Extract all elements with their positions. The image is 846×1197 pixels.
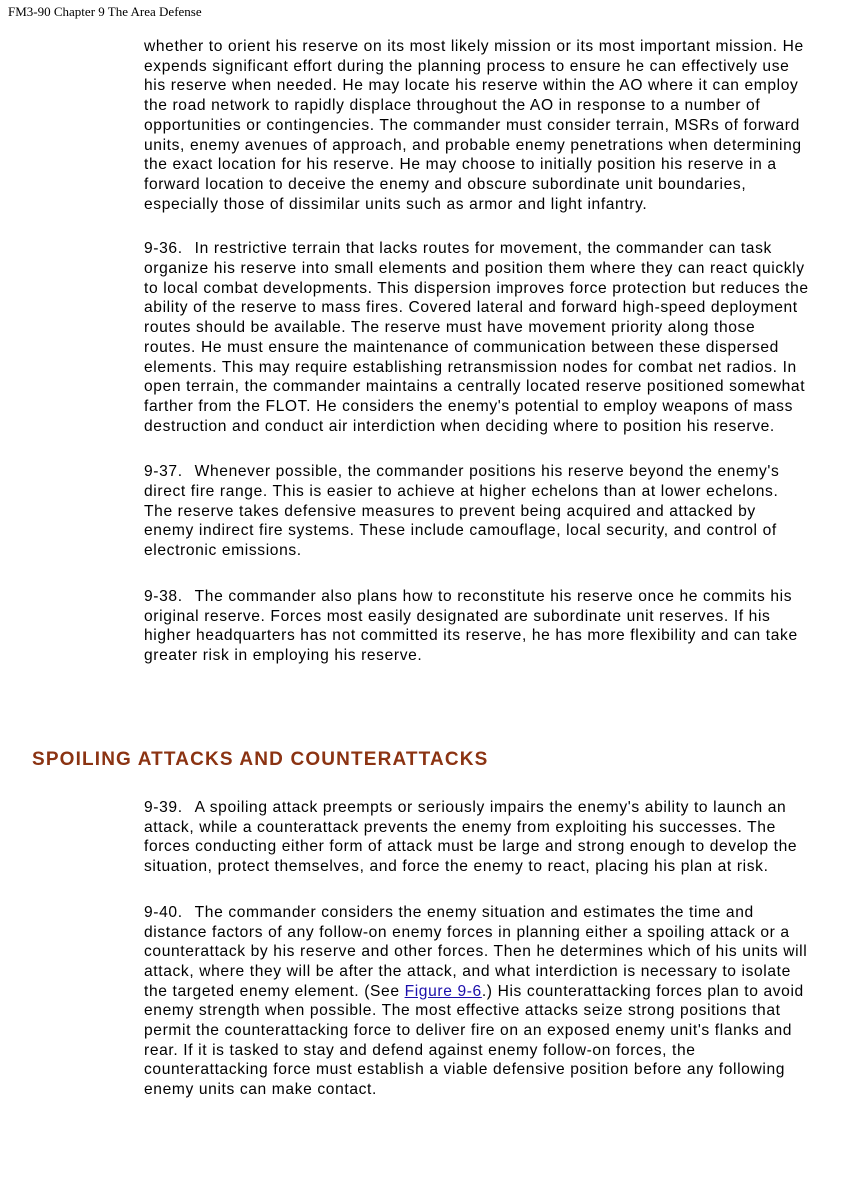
paragraph-number: 9-37. — [144, 463, 183, 481]
document-body-upper — [144, 37, 810, 692]
figure-9-6-link[interactable]: Figure 9-6 — [404, 982, 482, 1000]
paragraph-9-39 — [144, 798, 810, 877]
paragraph-9-40 — [144, 903, 810, 1100]
paragraph-9-38 — [144, 587, 810, 666]
paragraph-text: In restrictive terrain that lacks routes for movement, the commander can task organize his reserve into small elements and position them where they can react quickly to local combat developments. This dispersion improves force protection but reduces the ability of the reserve to mass fires. Covered lateral and forward high-speed deployment routes should be available. The reserve must have movement priority along those routes. He must ensure the maintenance of communication between these dispersed elements. This may require establishing retransmission nodes for combat net radios. In open terrain, the commander maintains a centrally located reserve positioned somewhat farther from the FLOT. He considers the enemy's potential to employ weapons of mass destruction and conduct air interdiction when deciding where to position his reserve. — [144, 240, 809, 435]
paragraph-text-before-link: The commander considers the enemy situation and estimates the time and distance factors of any follow-on enemy forces in planning either a spoiling attack or a counterattack by his reserve and other forces. Then he determines which of his units will attack, where they will be after the attack, and what interdiction is necessary to isolate the targeted enemy element. (See — [144, 903, 808, 1000]
paragraph-9-37 — [144, 462, 810, 561]
paragraph-number: 9-38. — [144, 587, 183, 605]
paragraph-text: The commander also plans how to reconstitute his reserve once he commits his original reserve. Forces most easily designated are subordinate unit reserves. If his higher headquarters has not committed its reserve, he has more flexibility and can take greater risk in employing his reserve. — [144, 587, 798, 664]
paragraph-text: Whenever possible, the commander positions his reserve beyond the enemy's direct fire range. This is easier to achieve at higher echelons than at lower echelons. The reserve takes defensive measures to prevent being acquired and attacked by enemy indirect fire systems. These include camouflage, local security, and control of electronic emissions. — [144, 463, 780, 560]
paragraph-text: A spoiling attack preempts or seriously impairs the enemy's ability to launch an attack, while a counterattack prevents the enemy from exploiting his successes. The forces conducting either form of attack must be large and strong enough to develop the situation, protect themselves, and force the enemy to react, placing his plan at risk. — [144, 799, 798, 876]
paragraph-number: 9-36. — [144, 240, 183, 258]
paragraph-text: whether to orient his reserve on its most likely mission or its most important mission. He expends significant effort during the planning process to ensure he can effectively use his reserve when needed. He may locate his reserve within the AO where it can employ the road network to rapidly displace throughout the AO in response to a number of opportunities or contingencies. The commander must consider terrain, MSRs of forward units, enemy avenues of approach, and probable enemy penetrations when determining the exact location for his reserve. He may choose to initially position his reserve in a forward location to deceive the enemy and obscure subordinate unit boundaries, especially those of dissimilar units such as armor and light infantry. — [144, 38, 804, 213]
running-header: FM3-90 Chapter 9 The Area Defense — [8, 4, 202, 19]
paragraph-number: 9-39. — [144, 799, 183, 816]
paragraph-continued — [144, 37, 810, 214]
section-heading: SPOILING ATTACKS AND COUNTERATTACKS — [32, 749, 489, 770]
paragraph-text-after-link: .) His counterattacking forces plan to avoid enemy strength when possible. The most effective attacks seize strong positions that permit the counterattacking force to deliver fire on an exposed enemy unit's flanks and rear. If it is tasked to stay and defend against enemy follow-on forces, the counterattacking force must establish a viable defensive position before any following enemy units can make contact. — [144, 982, 804, 1099]
paragraph-number: 9-40. — [144, 903, 183, 921]
document-body-lower — [144, 798, 810, 1126]
paragraph-9-36 — [144, 239, 810, 436]
